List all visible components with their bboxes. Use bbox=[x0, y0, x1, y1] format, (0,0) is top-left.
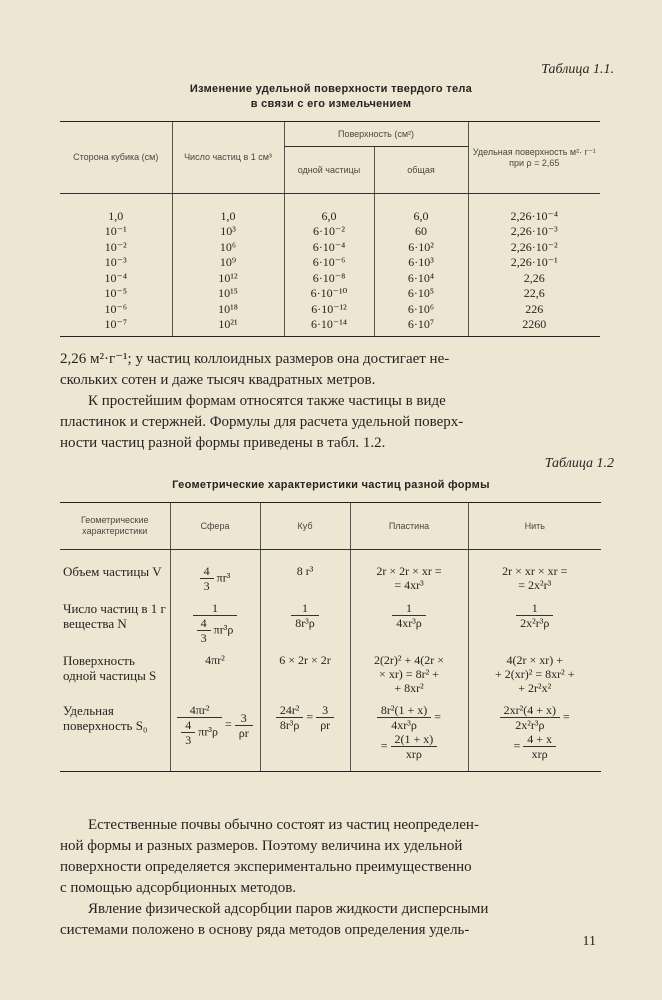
table-cell: 6·10⁻⁸ bbox=[284, 270, 374, 286]
table-row bbox=[60, 239, 600, 255]
row-label: Поверхность одной частицы S bbox=[63, 653, 157, 683]
table-row bbox=[60, 286, 600, 302]
fraction: $\frac{1}{\text{2x²r³ρ}}$ bbox=[516, 601, 553, 630]
table-cell: 1,0 bbox=[108, 208, 124, 223]
cell: 6 × 2r × 2r bbox=[260, 649, 350, 699]
table2-title: Геометрические характеристики частиц разной формы bbox=[172, 479, 490, 491]
table-cell: 10⁹ bbox=[172, 255, 284, 271]
header-char: Геометрические характеристики bbox=[60, 503, 170, 550]
table-cell: 2,26 bbox=[468, 270, 600, 286]
table-cell: 10²¹ bbox=[172, 317, 284, 337]
table-cell: 10⁻⁷ bbox=[60, 317, 172, 337]
row-volume: Объем частицы V $\frac{4}{3}$ πr³ 8 r³ 2r × 2r × xr = = 4xr³ 2r × xr × xr = = 2x²r³ bbox=[60, 550, 601, 598]
header-sphere: Сфера bbox=[170, 503, 260, 550]
paragraph-line: системами положено в основу ряда методов определения удель- bbox=[60, 922, 470, 938]
paragraph-line: ной формы и разных размеров. Поэтому величина их удельной bbox=[60, 838, 463, 854]
table-cell: 1,0 bbox=[172, 194, 284, 224]
fraction: $\frac{1}{\text{4xr³ρ}}$ bbox=[392, 601, 426, 630]
paragraph-line: с помощью адсорбционных методов. bbox=[60, 880, 297, 896]
table-cell: 6·10⁻¹⁴ bbox=[284, 317, 374, 337]
header-specific: Удельная поверхность м²· г⁻¹ при ρ = 2,65 bbox=[468, 122, 600, 194]
table-cell: 6·10⁻¹² bbox=[284, 301, 374, 317]
table-cell: 10⁻⁵ bbox=[104, 286, 128, 301]
table-specific-surface bbox=[60, 121, 600, 337]
fraction: $\frac{\text{8r²(1 + x)}}{\text{4xr³ρ}}$ bbox=[377, 703, 431, 732]
row-label: Удельная поверхность S₀ bbox=[60, 699, 170, 772]
cell: 4πr² bbox=[170, 649, 260, 699]
table-cell: 6·10⁻² bbox=[284, 224, 374, 240]
table-row bbox=[60, 270, 600, 286]
table-cell: 6,0 bbox=[374, 194, 468, 224]
header-side: Сторона кубика (см) bbox=[60, 122, 172, 194]
fraction: $\frac{3}{\rho r}$ bbox=[235, 711, 253, 740]
row-surface: Поверхность одной частицы S 4πr² 6 × 2r × 2r 2(2r)² + 4(2r × × xr) = 8r² + + 8xr² 4(2r × xr) + + 2(xr)² = 8xr² + + 2r²x² bbox=[60, 649, 601, 699]
table-cell: 2,26·10⁻² bbox=[468, 239, 600, 255]
table-cell: 10¹² bbox=[172, 270, 284, 286]
paragraph-line: К простейшим формам относятся также частицы в виде bbox=[88, 393, 446, 409]
fraction: $\frac{2(1 + x)}{\text{xrρ}}$ bbox=[391, 732, 438, 761]
table-row bbox=[60, 255, 600, 271]
table-cell: 6·10⁻⁶ bbox=[284, 255, 374, 271]
table2-caption: Таблица 1.2 bbox=[544, 456, 614, 471]
table-row bbox=[60, 317, 600, 337]
row-label: Число частиц в 1 г вещества N bbox=[63, 601, 166, 631]
table-cell: 6·10⁻⁴ bbox=[284, 239, 374, 255]
table-cell: 6·10² bbox=[374, 239, 468, 255]
paragraph-line: пластинок и стержней. Формулы для расчета удельной поверх- bbox=[60, 414, 464, 430]
fraction: $\frac{4}{3}$ bbox=[200, 564, 214, 593]
paragraph-line: 2,26 м²·г⁻¹; у частиц коллоидных размеров она достигает не- bbox=[60, 351, 450, 367]
fraction: $\frac{3}{\rho r}$ bbox=[316, 703, 334, 732]
header-surface-one: одной частицы bbox=[284, 147, 374, 194]
header-cube: Куб bbox=[260, 503, 350, 550]
table-cell: 60 bbox=[374, 224, 468, 240]
table-cell: 6·10⁻¹⁰ bbox=[284, 286, 374, 302]
table1-caption: Таблица 1.1. bbox=[541, 62, 614, 77]
page-number: 11 bbox=[582, 934, 596, 949]
row-count bbox=[60, 597, 601, 649]
table-cell: 10⁻⁶ bbox=[104, 301, 128, 316]
paragraph-line: поверхности определяется экспериментально преимущественно bbox=[60, 859, 472, 875]
table-cell: 10⁶ bbox=[172, 239, 284, 255]
fraction: $\frac{1}{\text{8r³ρ}}$ bbox=[291, 601, 319, 630]
table-cell: 226 bbox=[468, 301, 600, 317]
table-cell: 10⁻² bbox=[104, 239, 127, 254]
table-cell: 10¹⁵ bbox=[172, 286, 284, 302]
table-row bbox=[60, 301, 600, 317]
table-cell: 6·10⁵ bbox=[374, 286, 468, 302]
header-plate: Пластина bbox=[350, 503, 468, 550]
fraction: $\frac{\text{2xr²(4 + x)}}{\text{2x²r³ρ}}$ bbox=[500, 703, 560, 732]
header-surface-total: общая bbox=[374, 147, 468, 194]
cell: 8 r³ bbox=[260, 550, 350, 598]
paragraph-line: Естественные почвы обычно состоят из частиц неопределен- bbox=[88, 817, 479, 833]
fraction: 1 $\frac{4}{3}$ πr³ρ bbox=[193, 601, 238, 645]
table-cell: 22,6 bbox=[468, 286, 600, 302]
table-cell: 2,26·10⁻³ bbox=[468, 224, 600, 240]
table-cell: 2260 bbox=[468, 317, 600, 337]
table-cell: 2,26·10⁻⁴ bbox=[468, 194, 600, 224]
table-cell: 6,0 bbox=[284, 194, 374, 224]
paragraph-line: ности частиц разной формы приведены в табл. 1.2. bbox=[60, 435, 386, 451]
fraction: 4πr² $\frac{4}{3}$ πr³ρ bbox=[177, 703, 222, 747]
table1-title bbox=[0, 82, 662, 112]
table-cell: 6·10⁷ bbox=[374, 317, 468, 337]
table-cell: 2,26·10⁻¹ bbox=[468, 255, 600, 271]
fraction: $\frac{4 + x}{\text{xrρ}}$ bbox=[523, 732, 556, 761]
paragraph-1 bbox=[60, 349, 600, 454]
table-cell: 10⁻¹ bbox=[104, 224, 127, 239]
header-count: Число частиц в 1 см³ bbox=[172, 122, 284, 194]
row-label: Объем частицы V bbox=[63, 564, 162, 579]
table-row bbox=[60, 194, 600, 224]
table-row bbox=[60, 224, 600, 240]
row-specific: Удельная поверхность S₀ 4πr² $\frac{4}{3}$ πr³ρ = $\frac{3}{\rho r}$ $\frac{\text{24r²}}{\text{8r³ρ}}$ = $\frac{3}{\rho r}$ $\frac{\text{8r²(1 + x)}}{\text{4xr³ρ}}$ = = $\frac{2(1 + x)}{\text{xrρ}}$ $\frac{\text{2xr²(4 + x)}}{\text{2x²r³ρ}}$ = = $\frac{4 + x}{\text{xrρ}}$ bbox=[60, 699, 601, 772]
table1-title-line2: в связи с его измельчением bbox=[250, 98, 412, 110]
table-cell: 10³ bbox=[172, 224, 284, 240]
header-surface: Поверхность (см²) bbox=[284, 122, 468, 147]
fraction: $\frac{\text{24r²}}{\text{8r³ρ}}$ bbox=[276, 703, 304, 732]
table-geometric bbox=[60, 502, 601, 772]
table1-title-line1: Изменение удельной поверхности твердого тела bbox=[189, 83, 473, 95]
table-cell: 10¹⁸ bbox=[172, 301, 284, 317]
table-cell: 10⁻³ bbox=[104, 255, 127, 270]
header-thread: Нить bbox=[468, 503, 601, 550]
table-cell: 6·10⁶ bbox=[374, 301, 468, 317]
paragraph-line: Явление физической адсорбции паров жидкости дисперсными bbox=[88, 901, 489, 917]
paragraph-2 bbox=[60, 815, 600, 941]
table-cell: 6·10⁴ bbox=[374, 270, 468, 286]
paragraph-line: скольких сотен и даже тысяч квадратных метров. bbox=[60, 372, 376, 388]
table-cell: 6·10³ bbox=[374, 255, 468, 271]
table-cell: 10⁻⁴ bbox=[104, 270, 128, 285]
